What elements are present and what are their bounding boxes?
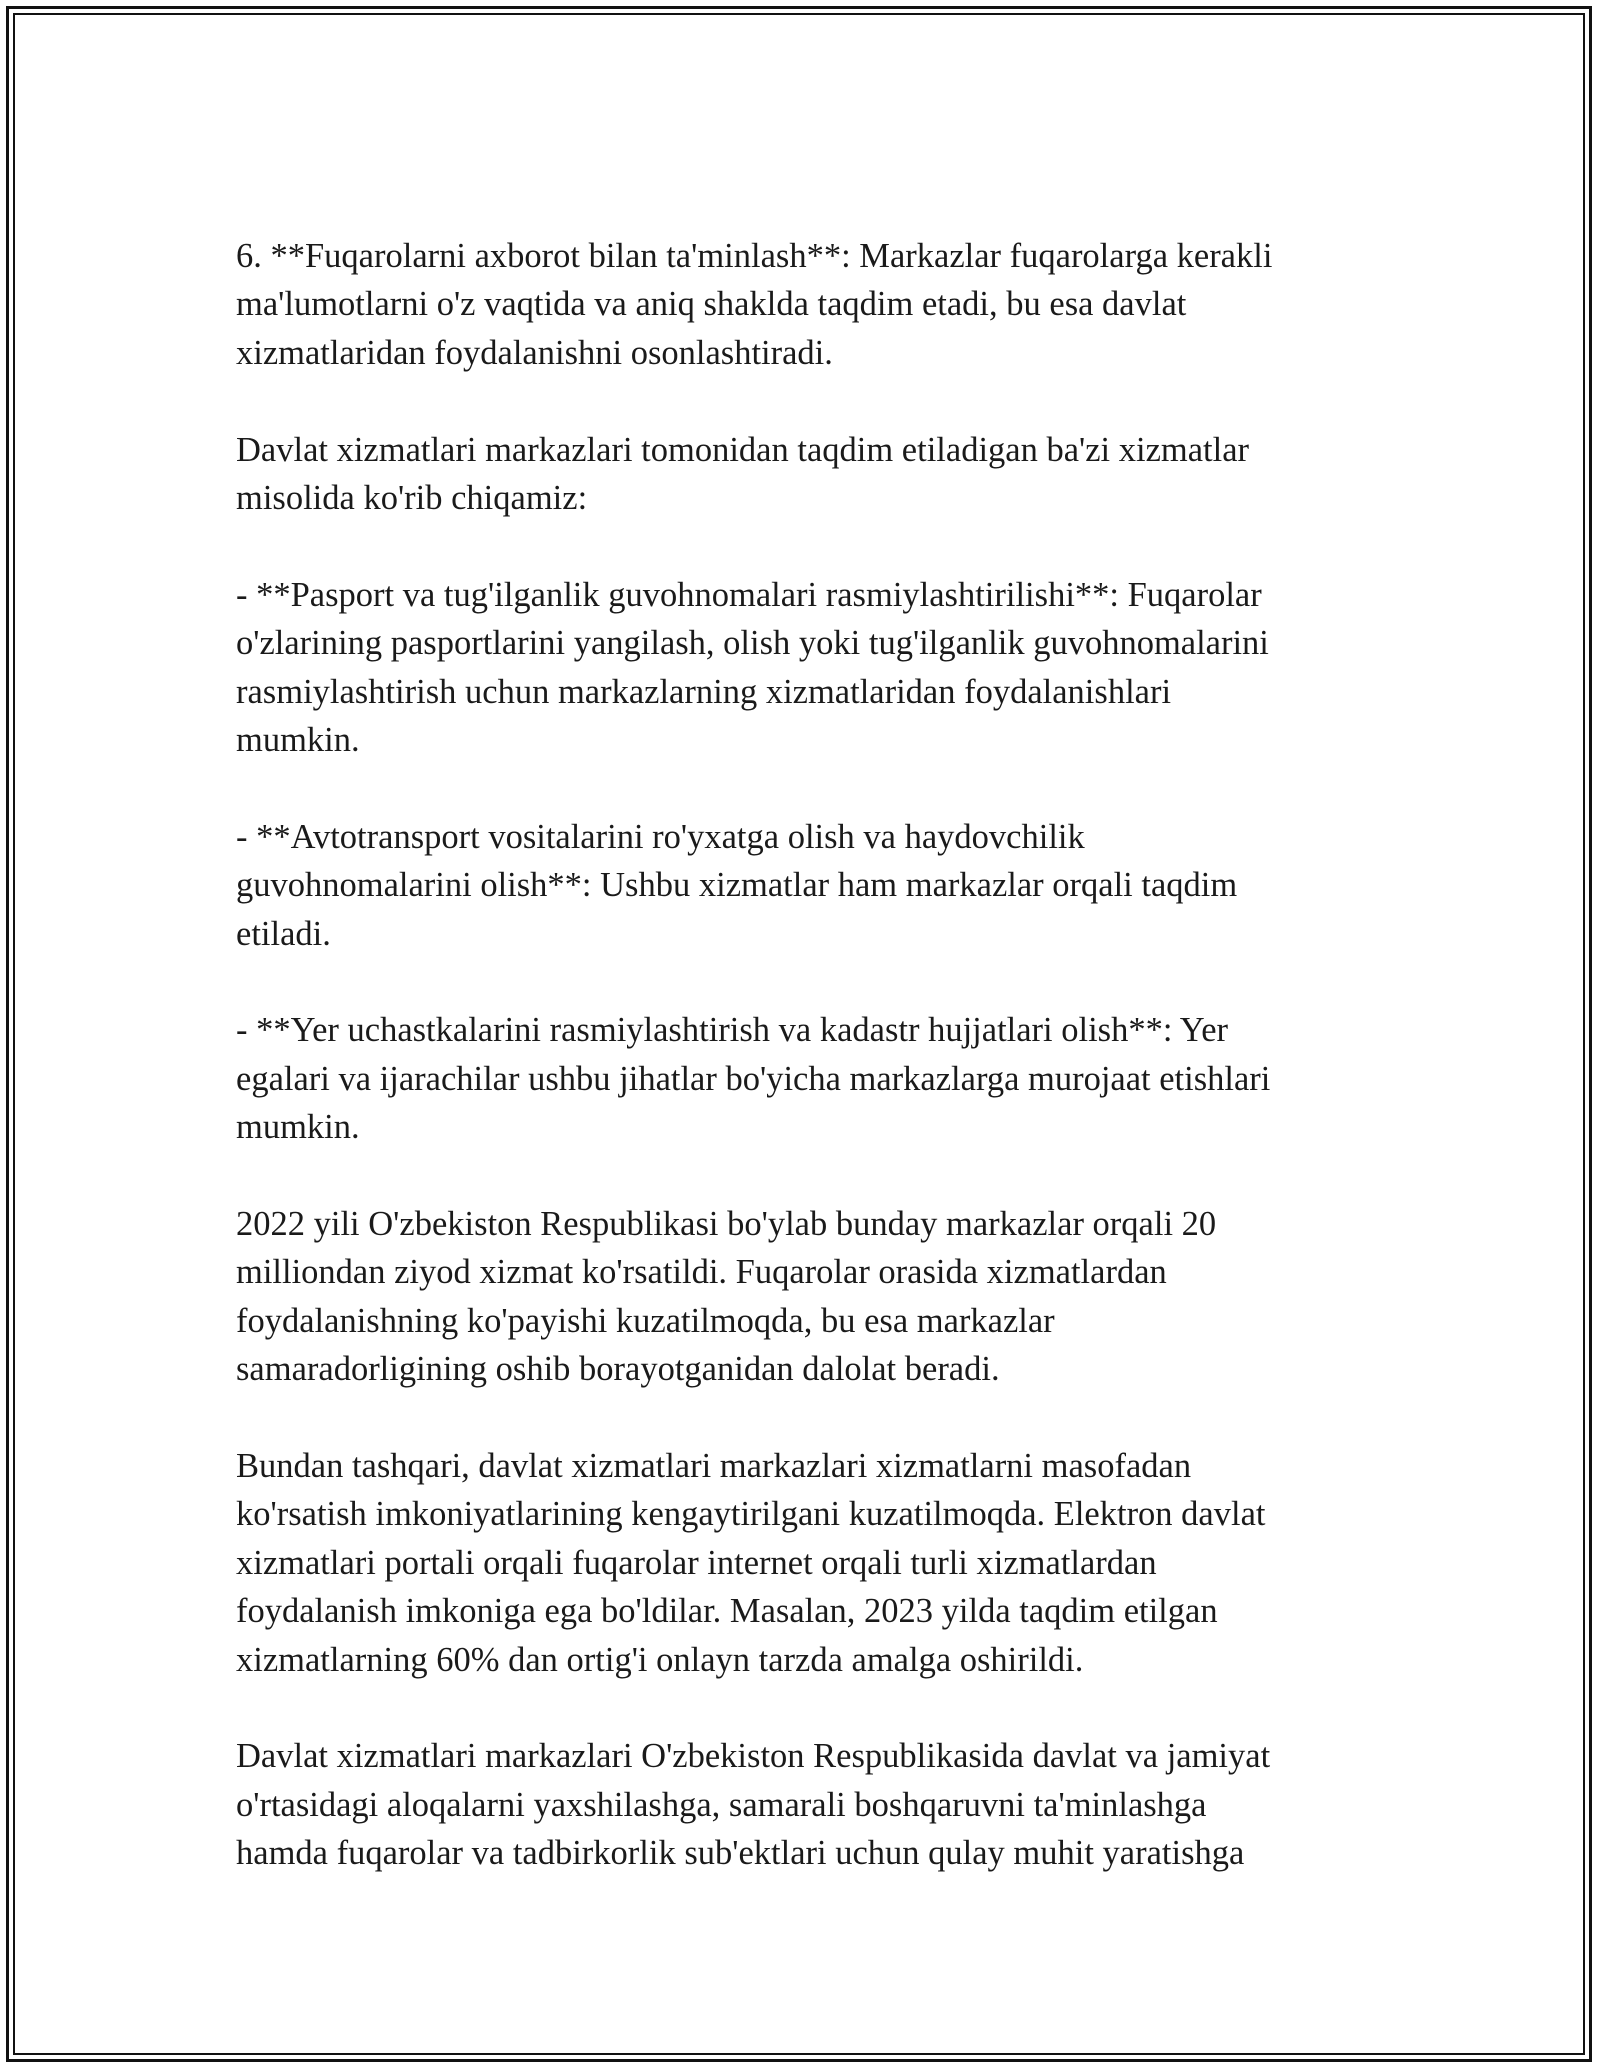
text-line: xizmatlaridan foydalanishni osonlashtiradi.: [236, 333, 833, 372]
text-line: Davlat xizmatlari markazlari O'zbekiston Respublikasida davlat va jamiyat: [236, 1737, 1271, 1776]
text-line: samaradorligining oshib borayotganidan dalolat beradi.: [236, 1350, 1000, 1389]
text-line: mumkin.: [236, 721, 360, 760]
text-line: Bundan tashqari, davlat xizmatlari markazlari xizmatlarni masofadan: [236, 1447, 1192, 1486]
text-line: misolida ko'rib chiqamiz:: [236, 479, 588, 518]
text-line: mumkin.: [236, 1108, 360, 1147]
text-line: 2022 yili O'zbekiston Respublikasi bo'ylab bunday markazlar orqali 20: [236, 1205, 1217, 1244]
text-line: - **Yer uchastkalarini rasmiylashtirish va kadastr hujjatlari olish**: Yer: [236, 1011, 1229, 1050]
text-line: o'rtasidagi aloqalarni yaxshilashga, samarali boshqaruvni ta'minlashga: [236, 1785, 1207, 1824]
list-item-passport: [236, 571, 1366, 765]
text-line: guvohnomalarini olish**: Ushbu xizmatlar ham markazlar orqali taqdim: [236, 866, 1238, 905]
paragraph-services-intro: [236, 426, 1366, 523]
text-line: hamda fuqarolar va tadbirkorlik sub'ektlari uchun qulay muhit yaratishga: [236, 1834, 1245, 1873]
text-line: o'zlarining pasportlarini yangilash, olish yoki tug'ilganlik guvohnomalarini: [236, 624, 1269, 663]
text-line: ma'lumotlarni o'z vaqtida va aniq shaklda taqdim etadi, bu esa davlat: [236, 285, 1187, 324]
text-line: - **Avtotransport vositalarini ro'yxatga olish va haydovchilik: [236, 817, 1085, 856]
paragraph-citizen-information: [236, 232, 1366, 377]
text-line: ko'rsatish imkoniyatlarining kengaytirilgani kuzatilmoqda. Elektron davlat: [236, 1495, 1266, 1534]
text-line: foydalanish imkoniga ega bo'ldilar. Masalan, 2023 yilda taqdim etilgan: [236, 1592, 1218, 1631]
text-line: Davlat xizmatlari markazlari tomonidan taqdim etiladigan ba'zi xizmatlar: [236, 430, 1250, 469]
list-item-vehicle-registration: [236, 813, 1366, 958]
list-item-land-plots: [236, 1006, 1366, 1151]
text-line: rasmiylashtirish uchun markazlarning xizmatlaridan foydalanishlari: [236, 672, 1172, 711]
text-line: - **Pasport va tug'ilganlik guvohnomalari rasmiylashtirilishi**: Fuqarolar: [236, 575, 1262, 614]
text-line: xizmatlarning 60% dan ortig'i onlayn tarzda amalga oshirildi.: [236, 1640, 1084, 1679]
paragraph-conclusion: [236, 1732, 1366, 1877]
text-line: egalari va ijarachilar ushbu jihatlar bo'yicha markazlarga murojaat etishlari: [236, 1059, 1271, 1098]
text-line: etiladi.: [236, 914, 331, 953]
text-line: foydalanishning ko'payishi kuzatilmoqda, bu esa markazlar: [236, 1301, 1055, 1340]
paragraph-remote-services: [236, 1442, 1366, 1684]
text-line: 6. **Fuqarolarni axborot bilan ta'minlash**: Markazlar fuqarolarga kerakli: [236, 237, 1273, 275]
paragraph-2022-statistics: [236, 1200, 1366, 1394]
document-body: [236, 232, 1366, 1878]
text-line: milliondan ziyod xizmat ko'rsatildi. Fuqarolar orasida xizmatlardan: [236, 1253, 1167, 1292]
text-line: xizmatlari portali orqali fuqarolar internet orqali turli xizmatlardan: [236, 1543, 1157, 1582]
